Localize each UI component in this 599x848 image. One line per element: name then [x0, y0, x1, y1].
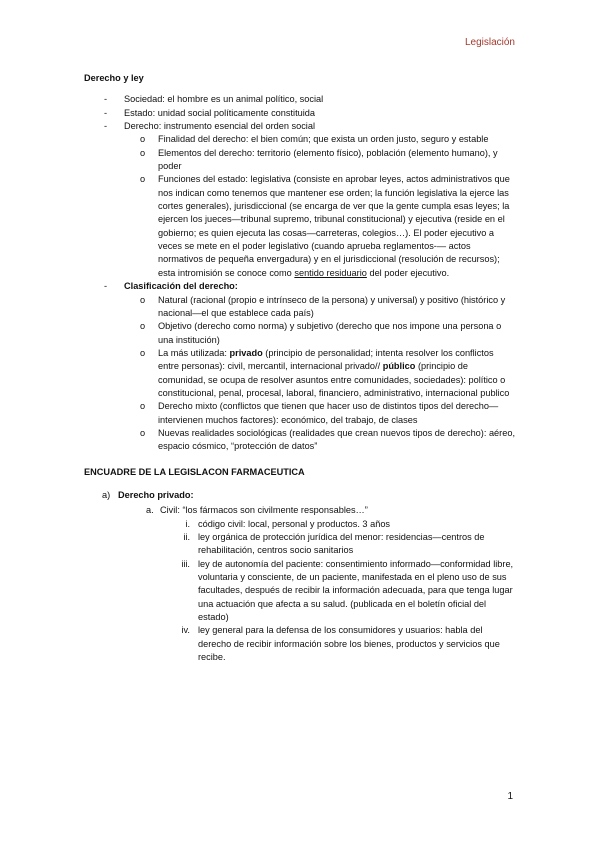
document-body: [84, 68, 516, 664]
circle-marker: o: [140, 401, 146, 412]
bullet-item: [104, 280, 516, 293]
sub-bullet-item: [140, 427, 516, 454]
roman-item: [176, 558, 516, 625]
roman-marker: ii.: [183, 532, 190, 542]
sub-bullet-item: [140, 173, 516, 280]
circle-marker: o: [140, 134, 146, 145]
roman-text: ley general para la defensa de los consumidores y usuarios: habla del derecho de recibir información sobre los bienes, productos y servicios que recibe.: [198, 625, 500, 663]
sub-bullet-text: Finalidad del derecho: el bien común; que exista un orden justo, seguro y estable: [158, 134, 489, 145]
circle-marker: o: [140, 294, 146, 305]
bullet-text: Sociedad: el hombre es un animal político, social: [124, 94, 324, 105]
section-title-derecho-y-ley: Derecho y ley: [84, 73, 144, 83]
sub-bullet-item: [140, 400, 516, 427]
roman-marker: iv.: [181, 625, 190, 636]
dash-marker: -: [104, 281, 108, 292]
funciones-tail: del poder ejecutivo.: [369, 267, 450, 278]
sub-bullet-text: [158, 173, 516, 280]
dash-marker: -: [104, 94, 108, 105]
sub-bullet-text: Derecho mixto (conflictos que tienen que hacer uso de distintos tipos del derecho—intervienen muchos factores): económico, del trabajo, de clases: [158, 401, 499, 425]
clasificacion-heading: Clasificación del derecho:: [124, 281, 238, 292]
roman-marker: i.: [185, 518, 190, 529]
sub-bullet-item: [140, 147, 516, 174]
derecho-privado-heading: Derecho privado:: [118, 489, 194, 500]
sub-bullet-item: [140, 294, 516, 321]
circle-marker: o: [140, 174, 146, 185]
circle-marker: o: [140, 347, 146, 358]
sub-bullet-text: Elementos del derecho: territorio (elemento físico), población (elemento humano), y poder: [158, 147, 498, 172]
bullet-item: [104, 93, 516, 106]
sub-bullet-item: [140, 133, 516, 146]
privado-prefix: La más utilizada:: [158, 347, 227, 358]
publico-description: (principio de comunidad, se ocupa de resolver asuntos entre comunidades, sociedades): político o constitucional, penal, procesal, laboral, financiero, administrativo, internacional publico: [158, 361, 510, 398]
privado-description: (principio de personalidad; intenta resolver los conflictos entre personas): civil, mercantil, internacional privado//: [158, 347, 494, 372]
roman-text: ley de autonomía del paciente: consentimiento informado—conformidad libre, voluntaria y consciente, de un paciente, manifestada en el pleno uso de sus facultades, después de recibir la información adecuada, para que tenga lugar una actuación que afecta a su salud. (publicada en el boletín oficial del estado): [198, 558, 514, 623]
sub-bullet-text: Nuevas realidades sociológicas (realidades que crean nuevos tipos de derecho): aéreo, espacio cósmico, “protección de datos”: [158, 427, 515, 452]
numbered-subitem: [146, 504, 516, 517]
letter-marker: a): [102, 489, 111, 500]
roman-marker: iii.: [181, 558, 190, 569]
sub-bullet-item: [140, 347, 516, 400]
sub-bullet-text: [158, 347, 516, 400]
bullet-text: Estado: unidad social políticamente constituida: [124, 107, 316, 118]
civil-text: Civil: “los fármacos son civilmente responsables…”: [160, 505, 368, 516]
funciones-text: Funciones del estado: legislativa (consiste en aprobar leyes, actos administrativos que nos indican como tenemos que mantener ese orden; la función legislativa la ejerce las cortes generales), jurisdiccional (se encarga de ver que la gente cumpla esas leyes; la ejercen los jueces—tribunal supremo, tribunal constitucional) y ejecutiva (reside en el gobierno; es quien ejecuta las cosas—carreteras, colegios…). El poder ejecutivo a veces se mete en el poder legislativo (cuando aprueba reglamentos-— actos normativos de pequeña envergadura) y en el jurisdiccional (resolución de recursos); esta intromisión se conoce como: [158, 174, 510, 278]
underlined-term: sentido residuario: [294, 267, 367, 278]
roman-item: [176, 531, 516, 558]
letter-marker: a.: [146, 505, 154, 516]
sub-bullet-text: Objetivo (derecho como norma) y subjetivo (derecho que nos impone una persona o una institución): [158, 321, 502, 345]
publico-bold: público: [382, 361, 416, 372]
privado-bold: privado: [229, 347, 263, 358]
sub-bullet-text: Natural (racional (propio e intrínseco de la persona) y universal) y positivo (histórico y nacional—el que establece cada país): [158, 294, 506, 318]
dash-marker: -: [104, 121, 108, 132]
circle-marker: o: [140, 321, 146, 332]
dash-marker: -: [104, 107, 108, 118]
roman-item: [176, 518, 516, 531]
bullet-item: [104, 120, 516, 133]
bullet-text: Derecho: instrumento esencial del orden social: [124, 121, 315, 132]
section-title-encuadre: ENCUADRE DE LA LEGISLACON FARMACEUTICA: [84, 466, 305, 477]
bullet-item: [104, 107, 516, 120]
numbered-item: [102, 489, 516, 502]
header-title: Legislación: [464, 37, 515, 48]
page-number: 1: [507, 791, 513, 802]
roman-text: ley orgánica de protección jurídica del menor: residencias—centros de rehabilitación, centros socio sanitarios: [198, 532, 485, 556]
roman-item: [176, 624, 516, 664]
circle-marker: o: [140, 427, 146, 438]
roman-text: código civil: local, personal y productos. 3 años: [198, 518, 391, 529]
sub-bullet-item: [140, 320, 516, 347]
circle-marker: o: [140, 147, 146, 158]
